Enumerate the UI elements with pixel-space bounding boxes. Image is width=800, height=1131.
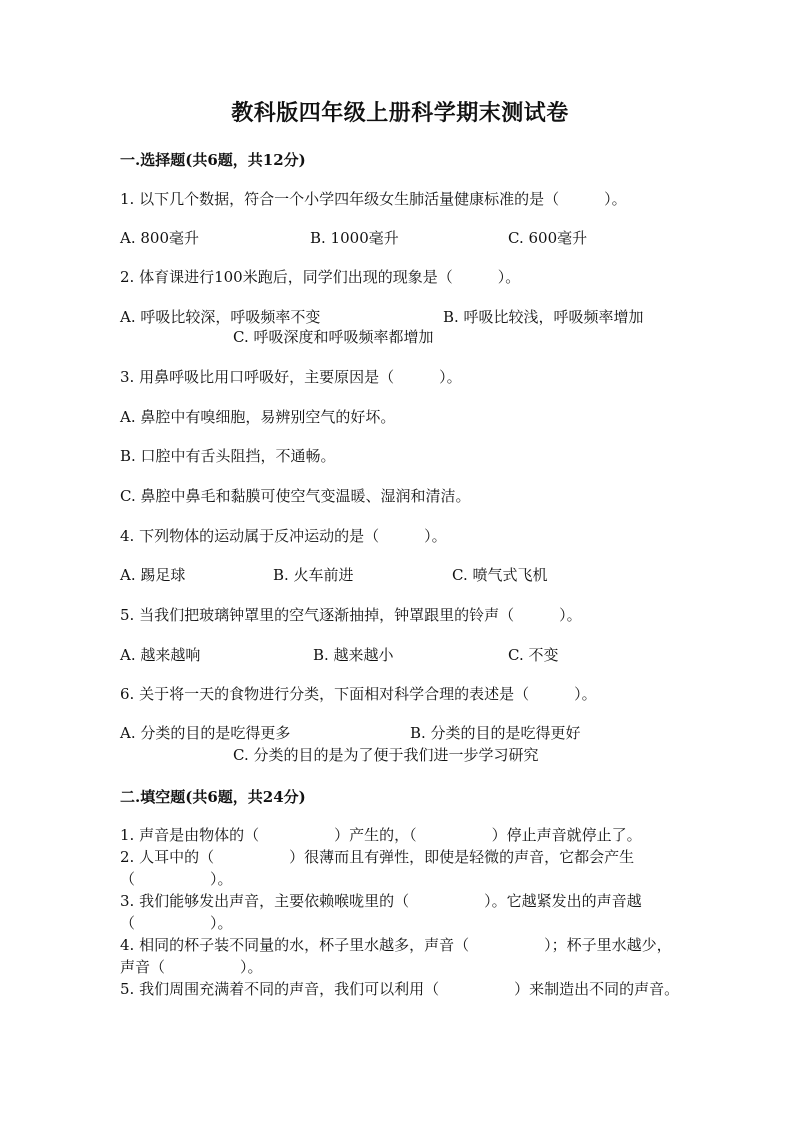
fill-question: 4. 相同的杯子装不同量的水，杯子里水越多，声音（ ）；杯子里水越少，声音（ ）。 [120, 936, 672, 976]
option-a: A. 鼻腔中有嗅细胞，易辨别空气的好坏。 [120, 408, 396, 426]
question-stem: 3. 用鼻呼吸比用口呼吸好，主要原因是（ ）。 [120, 368, 462, 386]
fill-in-list [120, 824, 685, 1000]
option-a: A. 800毫升 [120, 229, 199, 247]
option-b: B. 1000毫升 [310, 229, 399, 247]
option-c: C. 呼吸深度和呼吸频率都增加 [233, 328, 434, 346]
option-b: B. 火车前进 [273, 566, 354, 584]
fill-question: 1. 声音是由物体的（ ）产生的，（ ）停止声音就停止了。 [120, 826, 642, 844]
fill-question: 5. 我们周围充满着不同的声音，我们可以利用（ ）来制造出不同的声音。 [120, 980, 680, 998]
question-stem: 4. 下列物体的运动属于反冲运动的是（ ）。 [120, 527, 447, 545]
option-a: A. 呼吸比较深，呼吸频率不变 [120, 308, 321, 326]
section-heading-choice: 一.选择题(共6题，共12分) [120, 151, 306, 169]
option-a: A. 分类的目的是吃得更多 [120, 724, 291, 742]
option-b: B. 分类的目的是吃得更好 [410, 724, 581, 742]
question-stem: 1. 以下几个数据，符合一个小学四年级女生肺活量健康标准的是（ ）。 [120, 190, 627, 208]
option-b: B. 越来越小 [313, 646, 394, 664]
section-heading-fill: 二.填空题(共6题，共24分) [120, 788, 306, 806]
option-c: C. 鼻腔中鼻毛和黏膜可使空气变温暖、湿润和清洁。 [120, 487, 471, 505]
option-c: C. 分类的目的是为了便于我们进一步学习研究 [233, 746, 539, 764]
fill-question: 3. 我们能够发出声音，主要依赖喉咙里的（ ）。它越紧发出的声音越（ ）。 [120, 892, 642, 932]
fill-question: 2. 人耳中的（ ）很薄而且有弹性，即使是轻微的声音，它都会产生（ ）。 [120, 848, 635, 888]
question-stem: 6. 关于将一天的食物进行分类，下面相对科学合理的表述是（ ）。 [120, 685, 597, 703]
option-b: B. 口腔中有舌头阻挡，不通畅。 [120, 447, 336, 465]
option-a: A. 踢足球 [120, 566, 186, 584]
option-b: B. 呼吸比较浅，呼吸频率增加 [443, 308, 644, 326]
option-c: C. 600毫升 [508, 229, 588, 247]
question-stem: 5. 当我们把玻璃钟罩里的空气逐渐抽掉，钟罩跟里的铃声（ ）。 [120, 606, 582, 624]
option-c: C. 喷气式飞机 [452, 566, 548, 584]
option-c: C. 不变 [508, 646, 559, 664]
option-a: A. 越来越响 [120, 646, 201, 664]
question-stem: 2. 体育课进行100米跑后，同学们出现的现象是（ ）。 [120, 268, 521, 286]
exam-title: 教科版四年级上册科学期末测试卷 [231, 100, 569, 126]
